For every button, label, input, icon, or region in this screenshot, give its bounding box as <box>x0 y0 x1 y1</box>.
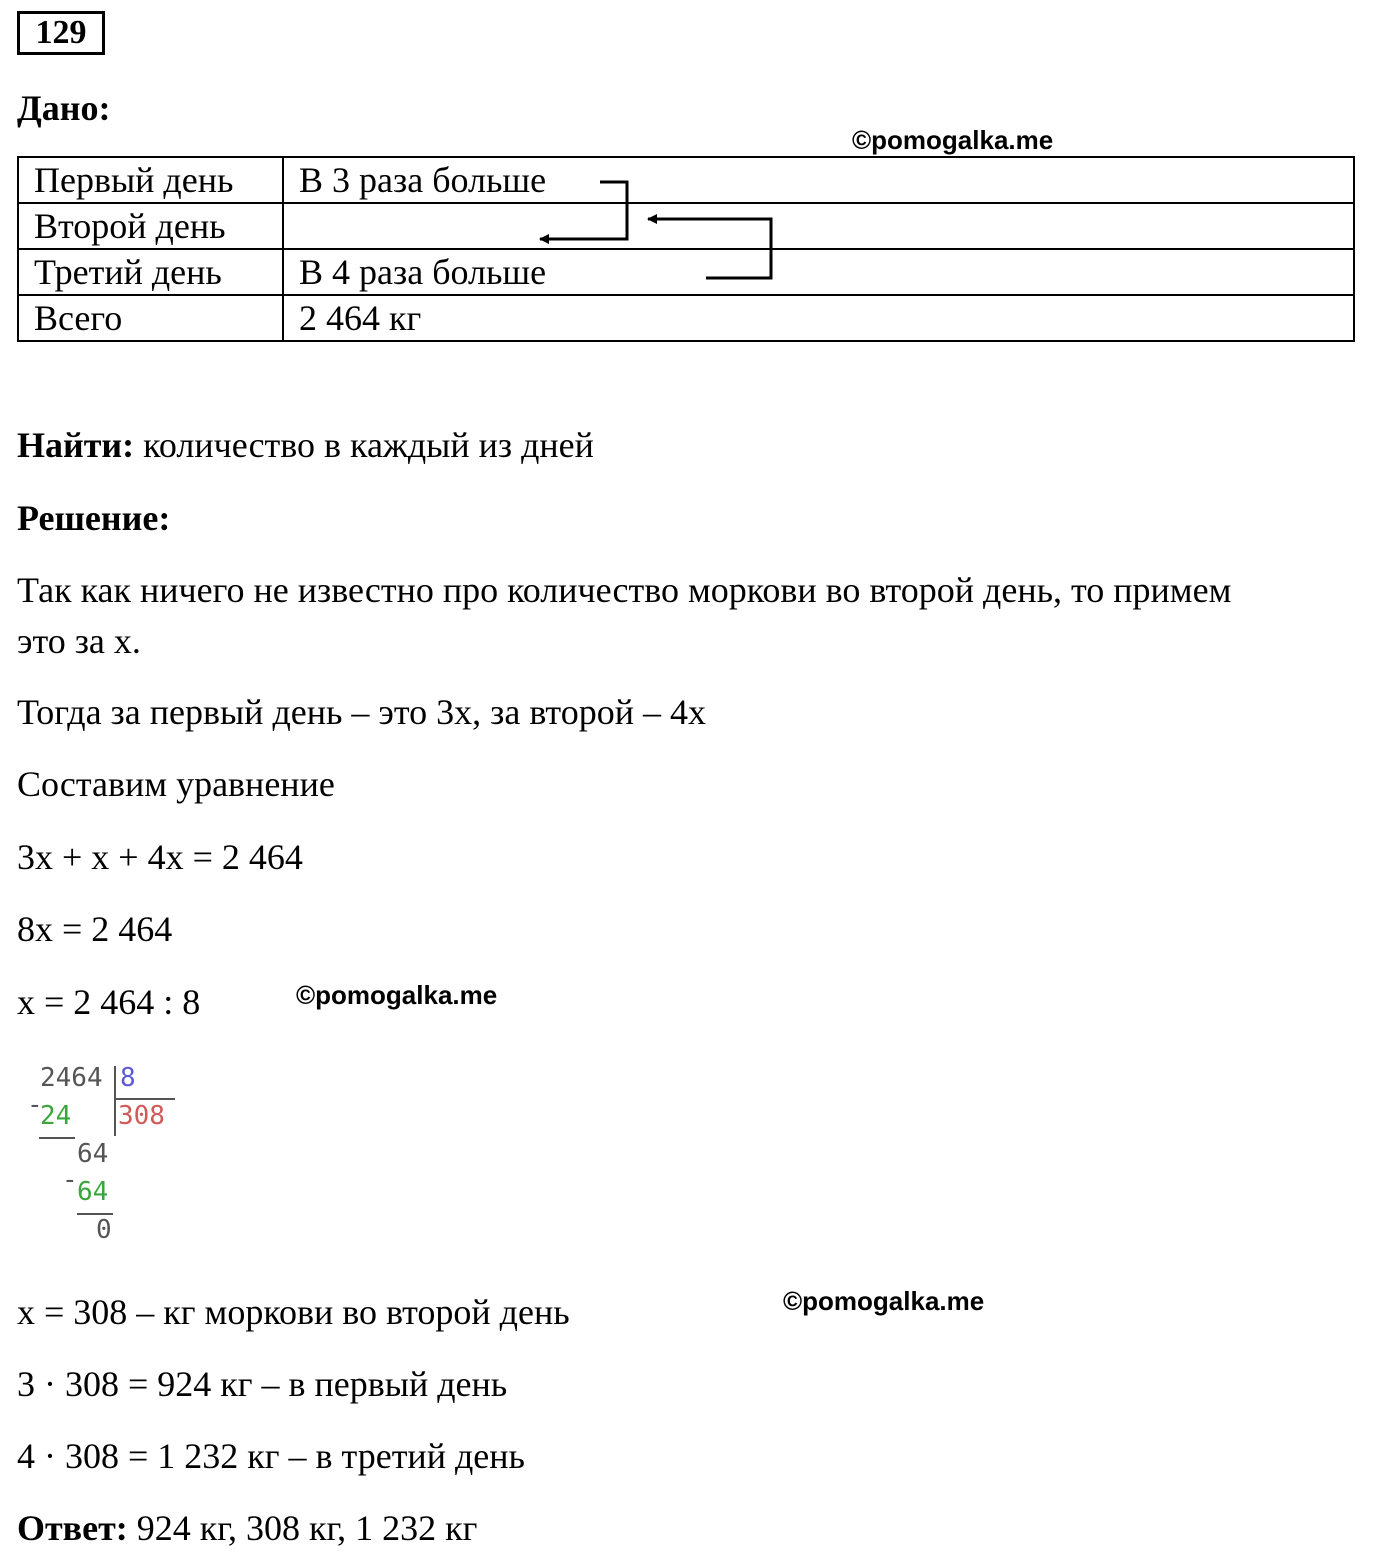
division-lines <box>25 1060 185 1250</box>
table-row <box>18 295 1354 341</box>
text-line: Тогда за первый день – это 3x, за второй – 4x <box>17 692 706 732</box>
dividend: 2464 <box>40 1063 103 1093</box>
quotient: 308 <box>118 1101 165 1131</box>
remainder: 0 <box>96 1215 112 1245</box>
find-line <box>17 425 594 465</box>
divisor: 8 <box>120 1063 136 1093</box>
problem-number: 129 <box>17 11 105 55</box>
equation: 3x + x + 4x = 2 464 <box>17 837 303 877</box>
answer-line <box>17 1508 477 1548</box>
row-value: В 4 раза больше <box>283 249 1354 295</box>
row-label: Третий день <box>18 249 283 295</box>
result-line: 4 · 308 = 1 232 кг – в третий день <box>17 1436 525 1476</box>
given-heading: Дано: <box>17 88 111 128</box>
result-line: 3 · 308 = 924 кг – в первый день <box>17 1364 508 1404</box>
row-value: 2 464 кг <box>283 295 1354 341</box>
answer-text: 924 кг, 308 кг, 1 232 кг <box>127 1508 478 1548</box>
equation: x = 2 464 : 8 <box>17 982 201 1022</box>
table-row <box>18 249 1354 295</box>
row-label: Второй день <box>18 203 283 249</box>
text-line: Составим уравнение <box>17 764 335 804</box>
row-label: Всего <box>18 295 283 341</box>
result-line: x = 308 – кг моркови во второй день <box>17 1292 570 1332</box>
row-label: Первый день <box>18 157 283 203</box>
answer-label: Ответ: <box>17 1508 128 1548</box>
minus-sign: - <box>27 1090 43 1120</box>
find-label: Найти: <box>17 425 135 465</box>
text-line: Так как ничего не известно про количество моркови во второй день, то примем <box>17 570 1232 610</box>
remainder-step: 64 <box>77 1139 109 1169</box>
table-row <box>18 157 1354 203</box>
subtrahend: 24 <box>40 1101 72 1131</box>
text-line: это за x. <box>17 621 141 661</box>
equation: 8x = 2 464 <box>17 909 173 949</box>
watermark: ©pomogalka.me <box>296 980 498 1010</box>
long-division <box>25 1060 185 1250</box>
find-text: количество в каждый из дней <box>134 425 594 465</box>
solution-heading: Решение: <box>17 498 171 538</box>
row-value: В 3 раза больше <box>283 157 1354 203</box>
table-row <box>18 203 1354 249</box>
subtrahend: 64 <box>77 1177 109 1207</box>
row-value <box>283 203 1354 249</box>
watermark: ©pomogalka.me <box>783 1286 985 1316</box>
given-table <box>17 156 1355 342</box>
minus-sign: - <box>62 1165 78 1195</box>
watermark: ©pomogalka.me <box>852 125 1054 155</box>
